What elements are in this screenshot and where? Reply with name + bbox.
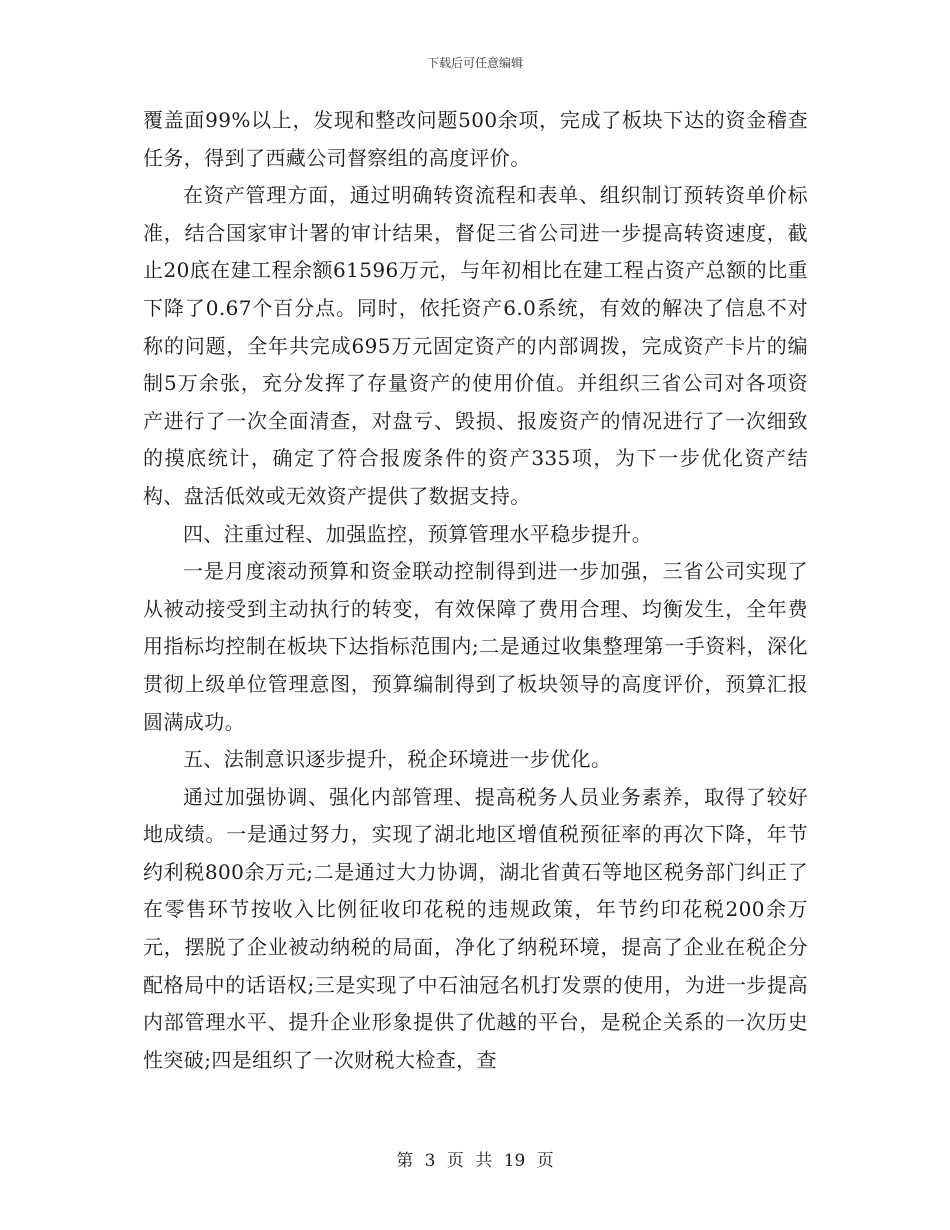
- page-number-footer: 第 3 页 共 19 页: [396, 1151, 554, 1171]
- paragraph-continuation: 覆盖面99%以上，发现和整改问题500余项，完成了板块下达的资金稽查任务，得到了西藏公司督察组的高度评价。: [143, 108, 808, 170]
- page-header: 下载后可任意编辑: [426, 56, 523, 70]
- section-heading-budget: 四、注重过程、加强监控，预算管理水平稳步提升。: [183, 521, 653, 546]
- paragraph-tax: 通过加强协调、强化内部管理、提高税务人员业务素养，取得了较好地成绩。一是通过努力，实现了湖北地区增值税预征率的再次下降，年节约利税800余万元;二是通过大力协调，湖北省黄石等地区税务部门纠正了在零售环节按收入比例征收印花税的违规政策，年节约印花税200余万元，摆脱了企业被动纳税的局面，净化了纳税环境，提高了企业在税企分配格局中的话语权;三是实现了中石油冠名机打发票的使用，为进一步提高内部管理水平、提升企业形象提供了优越的平台，是税企关系的一次历史性突破;四是组织了一次财税大检查，查: [143, 784, 808, 1072]
- section-heading-tax: 五、法制意识逐步提升，税企环境进一步优化。: [183, 747, 612, 772]
- paragraph-asset-management: 在资产管理方面，通过明确转资流程和表单、组织制订预转资单价标准，结合国家审计署的审计结果，督促三省公司进一步提高转资速度，截止20底在建工程余额61596万元，与年初相比在建工程占资产总额的比重下降了0.67个百分点。同时，依托资产6.0系统，有效的解决了信息不对称的问题，全年共完成695万元固定资产的内部调拨，完成资产卡片的编制5万余张，充分发挥了存量资产的使用价值。并组织三省公司对各项资产进行了一次全面清查，对盘亏、毁损、报废资产的情况进行了一次细致的摸底统计，确定了符合报废条件的资产335项，为下一步优化资产结构、盘活低效或无效资产提供了数据支持。: [143, 183, 808, 508]
- paragraph-budget: 一是月度滚动预算和资金联动控制得到进一步加强，三省公司实现了从被动接受到主动执行的转变，有效保障了费用合理、均衡发生，全年费用指标均控制在板块下达指标范围内;二是通过收集整理第一手资料，深化贯彻上级单位管理意图，预算编制得到了板块领导的高度评价，预算汇报圆满成功。: [143, 559, 808, 734]
- document-body: [143, 102, 808, 1079]
